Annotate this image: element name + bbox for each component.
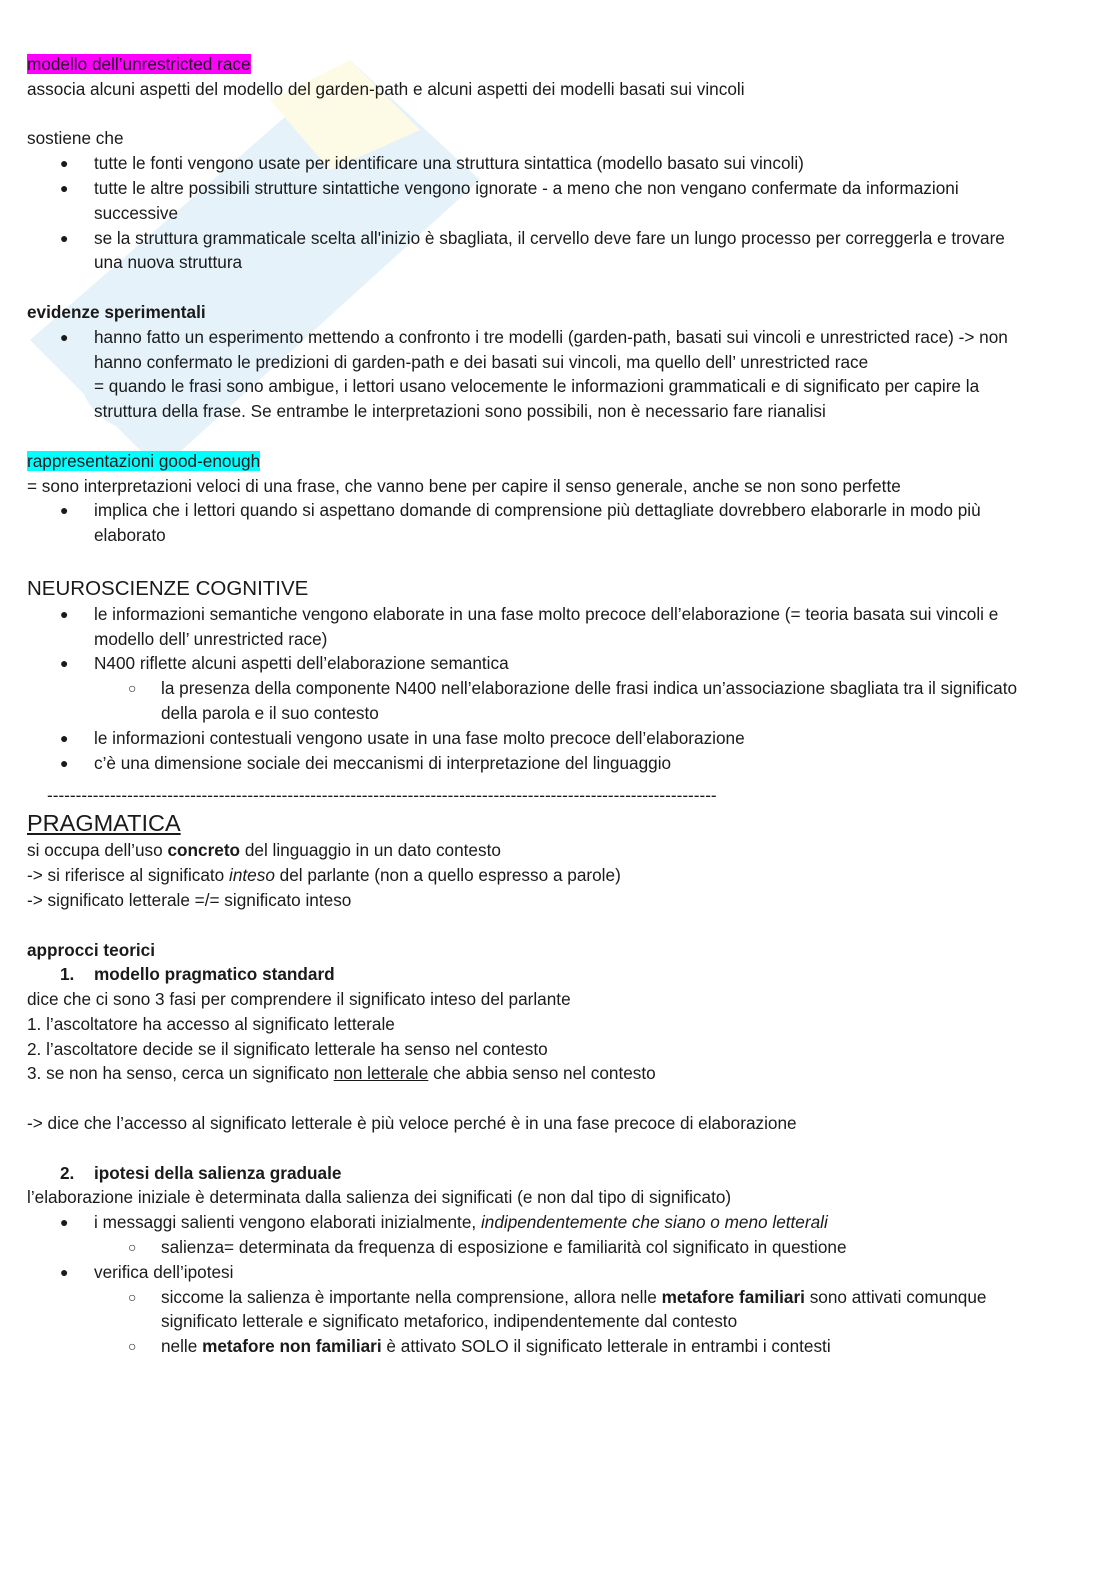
- heading-good-enough: rappresentazioni good-enough: [27, 450, 261, 471]
- evidence-text: hanno fatto un esperimento mettendo a confronto i tre modelli (garden-path, basati sui vincoli e unrestricted race) -> non hanno confermato le predizioni di garden-path e dei basati sui vincoli, ma quello dell’ unrestricted race: [94, 326, 1008, 372]
- pragmatica-line3: -> significato letterale =/= significato inteso: [27, 889, 352, 910]
- sub-list-item: ○ salienza= determinata da frequenza di esposizione e familiarità col significato in questione: [27, 1235, 1027, 1260]
- approaches-label: approcci teorici: [27, 939, 155, 960]
- list-item: ● c’è una dimensione sociale dei meccanismi di interpretazione del linguaggio: [27, 751, 1027, 776]
- list-item: ● le informazioni contestuali vengono usate in una fase molto precoce dell’elaborazione: [27, 726, 1027, 751]
- sub-list: [27, 1235, 1027, 1260]
- model-1-heading: 1. modello pragmatico standard: [60, 964, 335, 985]
- neuroscienze-list: [27, 602, 1027, 776]
- model-1-step-1: 1. l’ascoltatore ha accesso al significato letterale: [27, 1013, 395, 1034]
- model-2-intro: l’elaborazione iniziale è determinata dalla salienza dei significati (e non dal tipo di significato): [27, 1187, 732, 1208]
- sub-list-item: ○ nelle metafore non familiari è attivato SOLO il significato letterale in entrambi i contesti: [27, 1334, 1027, 1359]
- unrestricted-race-intro: associa alcuni aspetti del modello del garden-path e alcuni aspetti dei modelli basati sui vincoli: [27, 78, 745, 99]
- list-item: [27, 325, 1027, 424]
- list-item: ● tutte le fonti vengono usate per identificare una struttura sintattica (modello basato sui vincoli): [27, 151, 1027, 176]
- list-item: ● implica che i lettori quando si aspettano domande di comprensione più dettagliate dovrebbero elaborarle in modo più elaborato: [27, 498, 1027, 548]
- sub-list-item: ○ siccome la salienza è importante nella comprensione, allora nelle metafore familiari sono attivati comunque significato letterale e significato metaforico, indipendentemente dal contesto: [27, 1285, 1027, 1335]
- claims-label: sostiene che: [27, 128, 124, 149]
- model-1-step-2: 2. l’ascoltatore decide se il significato letterale ha senso nel contesto: [27, 1038, 548, 1059]
- list-item: ● se la struttura grammaticale scelta all'inizio è sbagliata, il cervello deve fare un lungo processo per correggerla e trovare una nuova struttura: [27, 226, 1027, 276]
- pragmatica-line2: -> si riferisce al significato inteso del parlante (non a quello espresso a parole): [27, 865, 621, 886]
- sub-list: [27, 1285, 1027, 1359]
- list-item: ● N400 riflette alcuni aspetti dell’elaborazione semantica ○ la presenza della componente N400 nell’elaborazione delle frasi indica un’associazione sbagliata tra il significato della parola e il suo contesto: [27, 651, 1027, 725]
- claims-list: [27, 151, 1027, 275]
- sub-list-item: ○ la presenza della componente N400 nell’elaborazione delle frasi indica un’associazione sbagliata tra il significato della parola e il suo contesto: [27, 676, 1027, 726]
- list-item: ● verifica dell’ipotesi ○ siccome la salienza è importante nella comprensione, allora nelle metafore familiari sono attivati comunque significato letterale e significato metaforico, indipendentemente dal contesto ○ nelle metafore non familiari è attivato SOLO il significato letterale in entrambi i contesti: [27, 1260, 1027, 1359]
- list-item: ● le informazioni semantiche vengono elaborate in una fase molto precoce dell’elaborazione (= teoria basata sui vincoli e modello dell’ unrestricted race): [27, 602, 1027, 652]
- sub-list: [27, 676, 1027, 726]
- heading-unrestricted-race: modello dell’unrestricted race: [27, 54, 251, 74]
- section-divider: ---------------------------------------------------------------------------------------------------------------------: [47, 785, 717, 806]
- pragmatica-line1: si occupa dell’uso concreto del linguaggio in un dato contesto: [27, 840, 501, 861]
- good-enough-list: [27, 498, 1027, 548]
- evidence-note: = quando le frasi sono ambigue, i lettori usano velocemente le informazioni grammaticali e di significato per capire la struttura della frase. Se entrambe le interpretazioni sono possibili, non è necessario fare rianalisi: [94, 376, 980, 422]
- model-2-list: [27, 1210, 1027, 1359]
- model-1-intro: dice che ci sono 3 fasi per comprendere il significato inteso del parlante: [27, 989, 571, 1010]
- good-enough-definition: = sono interpretazioni veloci di una frase, che vanno bene per capire il senso generale, anche se non sono perfette: [27, 475, 901, 496]
- evidence-list: [27, 325, 1027, 424]
- model-2-heading: 2. ipotesi della salienza graduale: [60, 1162, 342, 1183]
- model-1-note: -> dice che l’accesso al significato letterale è più veloce perché è in una fase precoce di elaborazione: [27, 1113, 797, 1134]
- heading-neuroscienze: NEUROSCIENZE COGNITIVE: [27, 576, 309, 600]
- model-1-step-3: 3. se non ha senso, cerca un significato non letterale che abbia senso nel contesto: [27, 1063, 656, 1084]
- list-item: ● tutte le altre possibili strutture sintattiche vengono ignorate - a meno che non vengano confermate da informazioni successive: [27, 176, 1027, 226]
- heading-pragmatica: PRAGMATICA: [27, 810, 181, 837]
- evidence-label: evidenze sperimentali: [27, 301, 206, 322]
- document-content: [27, 52, 1027, 1359]
- list-item: ● i messaggi salienti vengono elaborati inizialmente, indipendentemente che siano o meno letterali ○ salienza= determinata da frequenza di esposizione e familiarità col significato in questione: [27, 1210, 1027, 1260]
